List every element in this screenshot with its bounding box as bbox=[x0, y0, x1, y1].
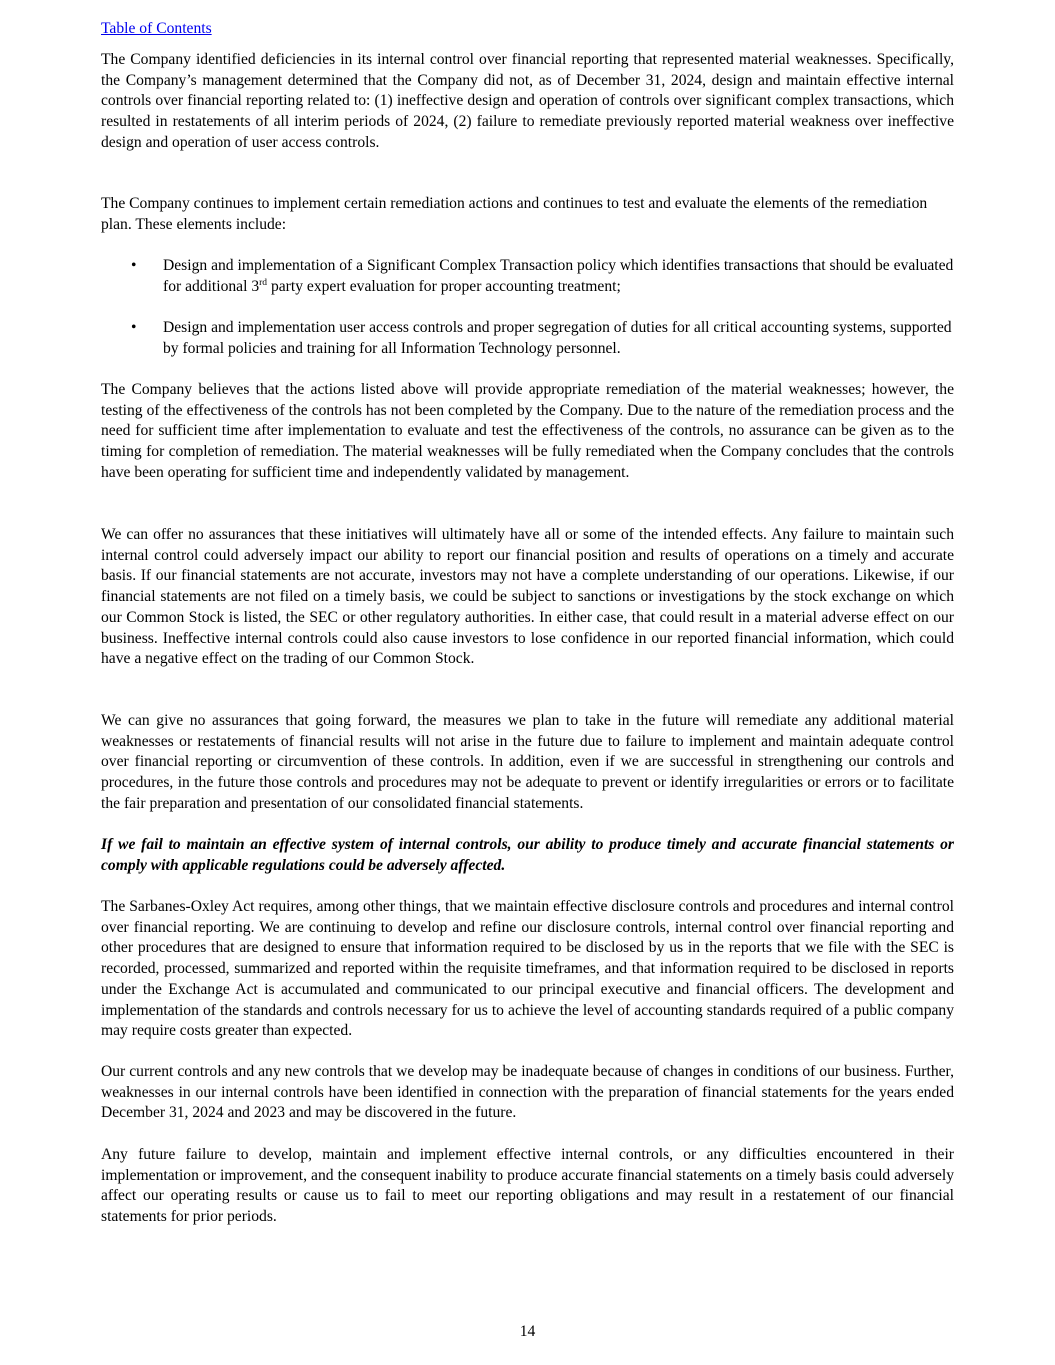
bullet-text: Design and implementation of a Significant Complex Transaction policy which identifies transactions that should be evaluated for additional 3rd party expert evaluation for proper accounting treatment; bbox=[163, 257, 954, 295]
paragraph-going-forward: We can give no assurances that going forward, the measures we plan to take in the future will remediate any additional material weaknesses or restatements of financial results will not arise in the future due to failure to implement and maintain adequate control over financial reporting or circumvention of these controls. In addition, even if we are successful in strengthening our controls and procedures, in the future those controls and procedures may not be adequate to prevent or identify irregularities or errors or to facilitate the fair preparation and presentation of our consolidated financial statements. bbox=[101, 712, 954, 812]
table-of-contents-link[interactable]: Table of Contents bbox=[101, 20, 212, 37]
risk-factor-heading: If we fail to maintain an effective system of internal controls, our ability to produce timely and accurate financial statements or comply with applicable regulations could be adversely affected. bbox=[101, 836, 954, 874]
bullet-icon: • bbox=[131, 319, 137, 336]
superscript-ordinal: rd bbox=[259, 277, 268, 288]
bullet-text: Design and implementation user access controls and proper segregation of duties for all critical accounting systems, supported by formal policies and training for all Information Technology personnel. bbox=[163, 319, 952, 357]
paragraph-remediation-belief: The Company believes that the actions listed above will provide appropriate remediation of the material weaknesses; however, the testing of the effectiveness of the controls has not been completed by the Company. Due to the nature of the remediation process and the need for sufficient time after implementation to evaluate and test the effectiveness of the controls, no assurance can be given as to the timing for completion of remediation. The material weaknesses will be fully remediated when the Company concludes that the controls have been operating for sufficient time and independently validated by management. bbox=[101, 381, 954, 481]
paragraph-material-weaknesses: The Company identified deficiencies in its internal control over financial reporting that represented material weaknesses. Specifically, the Company’s management determined that the Company did not, as of December 31, 2024, design and maintain effective internal controls over financial reporting related to: (1) ineffective design and operation of controls over significant complex transactions, which resulted in restatements of all interim periods of 2024, (2) failure to remediate previously reported material weakness over ineffective design and operation of user access controls. bbox=[101, 51, 954, 151]
bullet-icon: • bbox=[131, 257, 137, 274]
paragraph-no-assurances: We can offer no assurances that these initiatives will ultimately have all or some of the intended effects. Any failure to maintain such internal control could adversely impact our ability to report our financial position and results of operations on a timely and accurate basis. If our financial statements are not accurate, investors may not have a complete understanding of our operations. Likewise, if our financial statements are not filed on a timely basis, we could be subject to sanctions or investigations by the stock exchange on which our Common Stock is listed, the SEC or other regulatory authorities. In either case, that could result in a material adverse effect on our business. Ineffective internal controls could also cause investors to lose confidence in our reported financial information, which could have a negative effect on the trading of our Common Stock. bbox=[101, 526, 954, 668]
paragraph-sarbanes-oxley: The Sarbanes-Oxley Act requires, among other things, that we maintain effective disclosure controls and procedures and internal control over financial reporting. We are continuing to develop and refine our disclosure controls, internal control over financial reporting and other procedures that are designed to ensure that information required to be disclosed by us in the reports that we file with the SEC is recorded, processed, summarized and reported within the requisite timeframes, and that information required to be disclosed in reports under the Exchange Act is accumulated and communicated to our principal executive and financial officers. The development and implementation of the standards and controls necessary for us to achieve the level of accounting standards required of a public company may require costs greater than expected. bbox=[101, 898, 954, 1040]
paragraph-current-controls: Our current controls and any new controls that we develop may be inadequate because of changes in conditions of our business. Further, weaknesses in our internal controls have been identified in connection with the preparation of financial statements for the years ended December 31, 2024 and 2023 and may be discovered in the future. bbox=[101, 1063, 954, 1122]
paragraph-future-failure: Any future failure to develop, maintain and implement effective internal controls, or any difficulties encountered in their implementation or improvement, and the consequent inability to produce accurate financial statements on a timely basis could adversely affect our operating results or cause us to fail to meet our reporting obligations and may result in a restatement of our financial statements for prior periods. bbox=[101, 1146, 954, 1226]
paragraph-remediation-intro: The Company continues to implement certain remediation actions and continues to test and evaluate the elements of the remediation plan. These elements include: bbox=[101, 195, 928, 233]
page-number: 14 bbox=[519, 1323, 536, 1340]
